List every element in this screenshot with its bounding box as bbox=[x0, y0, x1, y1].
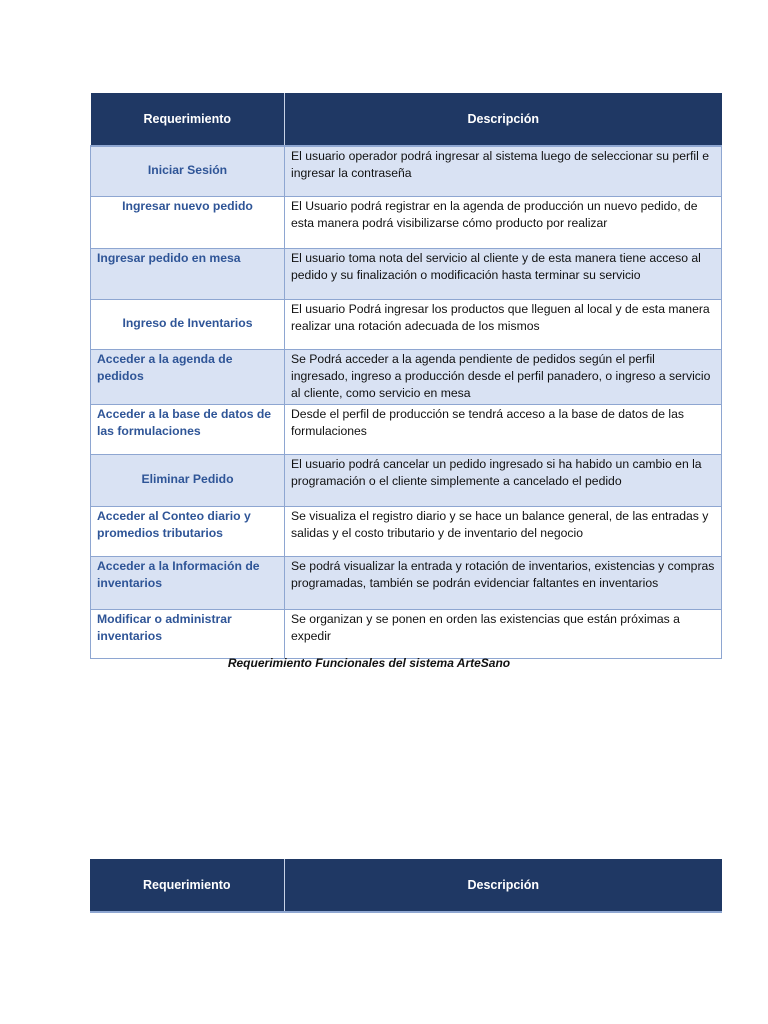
requirement-cell: Acceder a la agenda de pedidos bbox=[91, 349, 285, 404]
description-cell: Se organizan y se ponen en orden las existencias que están próximas a expedir bbox=[285, 609, 722, 658]
description-cell: El usuario operador podrá ingresar al sistema luego de seleccionar su perfil e ingresar la contraseña bbox=[285, 146, 722, 196]
table-row bbox=[91, 349, 722, 404]
header-descripcion: Descripción bbox=[284, 859, 722, 912]
description-cell: Se visualiza el registro diario y se hace un balance general, de las entradas y salidas y el costo tributario y de inventario del negocio bbox=[285, 506, 722, 556]
description-cell: El usuario toma nota del servicio al cliente y de esta manera tiene acceso al pedido y su finalización o modificación hasta terminar su servicio bbox=[285, 248, 722, 299]
requirement-cell: Ingreso de Inventarios bbox=[91, 299, 285, 349]
table-caption: Requerimiento Funcionales del sistema ArteSano bbox=[227, 656, 511, 670]
description-cell: El usuario podrá cancelar un pedido ingresado si ha habido un cambio en la programación o el cliente simplemente a cancelado el pedido bbox=[285, 454, 722, 506]
requirements-table bbox=[90, 93, 722, 659]
table-header-row bbox=[90, 859, 722, 912]
requirement-cell: Iniciar Sesión bbox=[91, 146, 285, 196]
header-requerimiento: Requerimiento bbox=[91, 93, 285, 146]
requirement-cell: Modificar o administrar inventarios bbox=[91, 609, 285, 658]
requirements-table-2 bbox=[90, 859, 722, 913]
table-row bbox=[91, 556, 722, 609]
requirement-cell: Acceder al Conteo diario y promedios tributarios bbox=[91, 506, 285, 556]
table-row bbox=[91, 609, 722, 658]
table-row bbox=[91, 404, 722, 454]
header-descripcion: Descripción bbox=[285, 93, 722, 146]
requirement-cell: Ingresar pedido en mesa bbox=[91, 248, 285, 299]
table-row bbox=[91, 506, 722, 556]
table-row bbox=[91, 454, 722, 506]
description-cell: Desde el perfil de producción se tendrá acceso a la base de datos de las formulaciones bbox=[285, 404, 722, 454]
table-row bbox=[91, 146, 722, 196]
description-cell: El Usuario podrá registrar en la agenda de producción un nuevo pedido, de esta manera podrá visibilizarse cómo producto por realizar bbox=[285, 196, 722, 248]
requirement-cell: Eliminar Pedido bbox=[91, 454, 285, 506]
description-cell: Se Podrá acceder a la agenda pendiente de pedidos según el perfil ingresado, ingreso a producción desde el perfil panadero, o ingreso a servicio al cliente, como servicio en mesa bbox=[285, 349, 722, 404]
table-header-row bbox=[91, 93, 722, 146]
description-cell: El usuario Podrá ingresar los productos que lleguen al local y de esta manera realizar una rotación adecuada de los mismos bbox=[285, 299, 722, 349]
requirement-cell: Acceder a la Información de inventarios bbox=[91, 556, 285, 609]
requirement-cell: Ingresar nuevo pedido bbox=[91, 196, 285, 248]
header-requerimiento: Requerimiento bbox=[90, 859, 284, 912]
requirement-cell: Acceder a la base de datos de las formulaciones bbox=[91, 404, 285, 454]
table-row bbox=[91, 248, 722, 299]
table-row bbox=[91, 196, 722, 248]
description-cell: Se podrá visualizar la entrada y rotación de inventarios, existencias y compras programadas, también se podrán evidenciar faltantes en inventarios bbox=[285, 556, 722, 609]
table-row bbox=[91, 299, 722, 349]
